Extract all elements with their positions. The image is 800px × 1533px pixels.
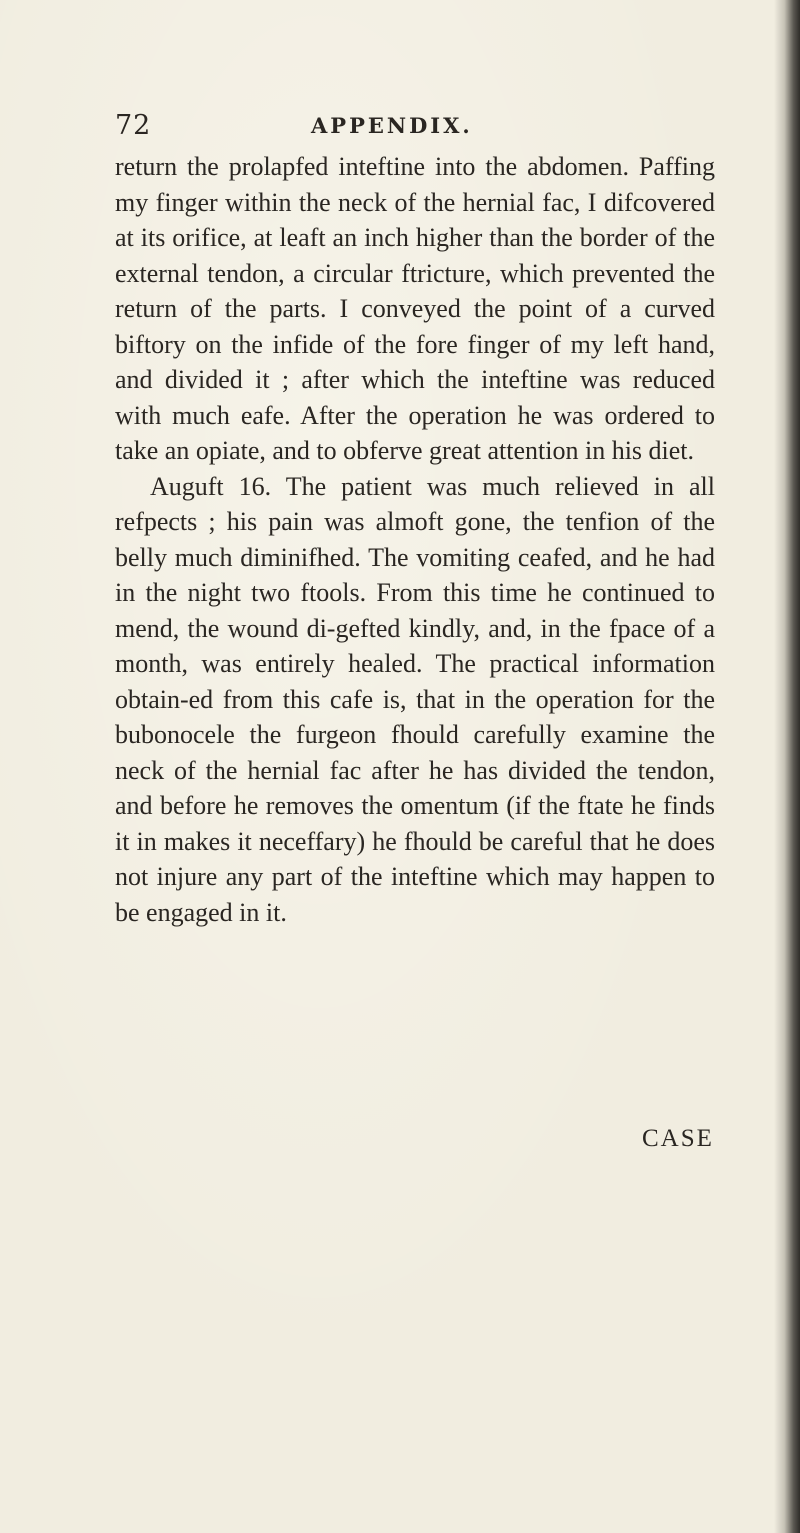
page-number: 72 — [115, 110, 152, 141]
paragraph-continued: return the prolapfed inteftine into the abdomen. Paffing my finger within the neck of the hernial fac, I difcovered at its orifice, at leaft an inch higher than the border of the external tendon, a circular ftricture, which prevented the return of the parts. I conveyed the point of a curved biftory on the infide of the fore finger of my left hand, and divided it ; after which the inteftine was reduced with much eafe. After the operation he was ordered to take an opiate, and to obferve great attention in his diet. — [115, 152, 715, 465]
catchword: CASE — [642, 1125, 714, 1152]
body-text — [115, 149, 715, 930]
paragraph-august-16: Auguft 16. The patient was much relieved in all refpects ; his pain was almoft gone, the tenfion of the belly much diminifhed. The vomiting ceafed, and he had in the night two ftools. From this time he continued to mend, the wound di-gefted kindly, and, in the fpace of a month, was entirely healed. The practical information obtain-ed from this cafe is, that in the operation for the bubonocele the furgeon fhould carefully examine the neck of the hernial fac after he has divided the tendon, and before he removes the omentum (if the ftate he finds it in makes it neceffary) he fhould be careful that he does not injure any part of the inteftine which may happen to be engaged in it. — [115, 471, 715, 927]
page-header — [115, 110, 715, 146]
page-edge-shadow — [774, 0, 800, 1533]
running-head: APPENDIX. — [311, 113, 473, 138]
